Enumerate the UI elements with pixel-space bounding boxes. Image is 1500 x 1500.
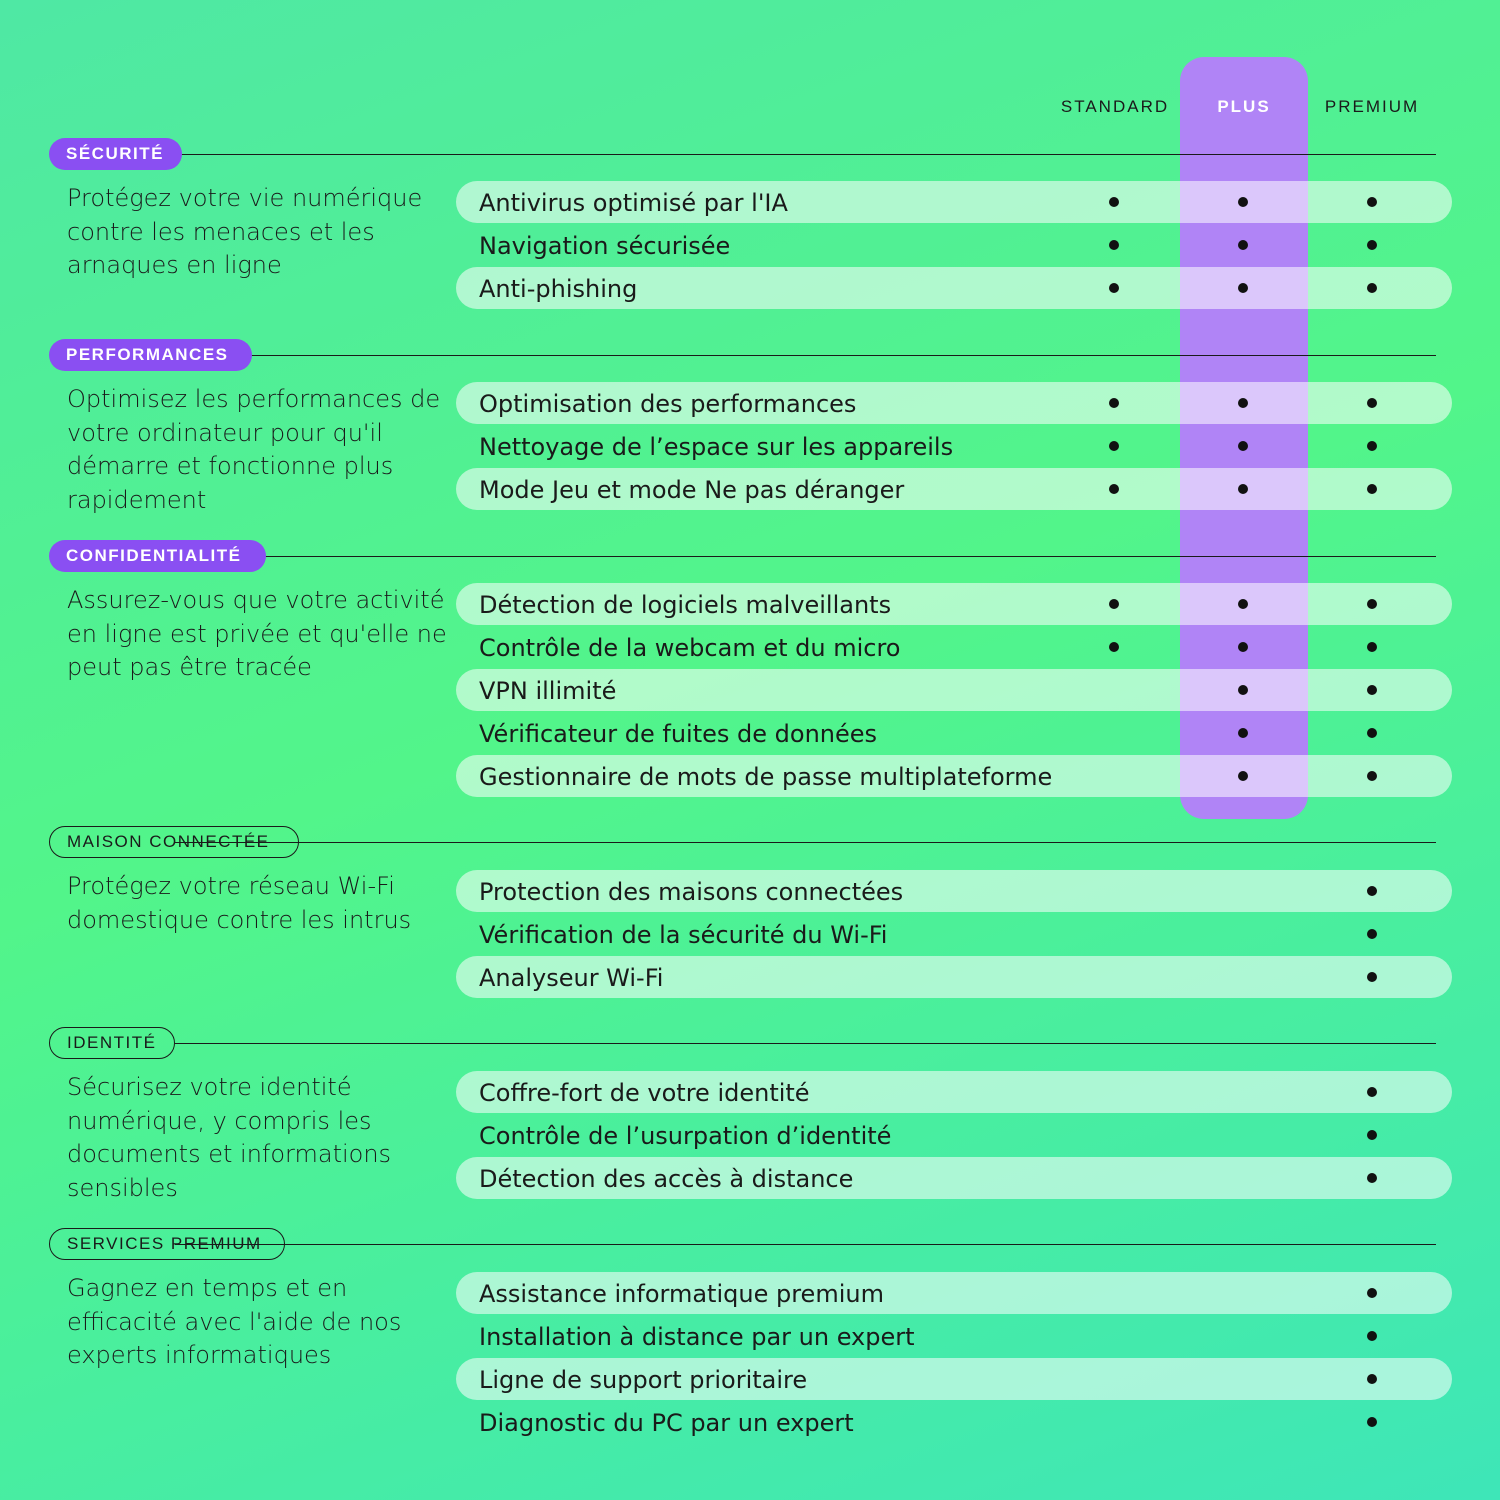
included-dot-premium	[1367, 240, 1377, 250]
section-description: Protégez votre réseau Wi-Fi domestique contre les intrus	[67, 872, 412, 934]
included-dot-premium	[1367, 283, 1377, 293]
feature-label: Gestionnaire de mots de passe multiplateforme	[479, 763, 1053, 791]
included-dot-premium	[1367, 972, 1377, 982]
section-description: Assurez-vous que votre activité en ligne est privée et qu'elle ne peut pas être tracée	[67, 586, 447, 681]
feature-label: Contrôle de la webcam et du micro	[479, 634, 901, 662]
feature-label: Navigation sécurisée	[479, 232, 731, 260]
section-description: Optimisez les performances de votre ordinateur pour qu'il démarre et fonctionne plus rapidement	[67, 385, 441, 514]
feature-label: Anti-phishing	[479, 275, 638, 303]
section-tag: IDENTITÉ	[49, 1027, 175, 1059]
section-tag: SERVICES PREMIUM	[49, 1228, 285, 1260]
feature-label: Analyseur Wi-Fi	[479, 964, 664, 992]
section-divider	[175, 842, 1436, 843]
included-dot-plus	[1238, 484, 1248, 494]
feature-label: Vérificateur de fuites de données	[479, 720, 878, 748]
included-dot-plus	[1238, 642, 1248, 652]
included-dot-premium	[1367, 398, 1377, 408]
included-dot-plus	[1238, 283, 1248, 293]
section-description: Sécurisez votre identité numérique, y compris les documents et informations sensibles	[67, 1073, 392, 1202]
column-header-plus: PLUS	[1217, 97, 1271, 116]
included-dot-standard	[1109, 197, 1119, 207]
feature-label: Mode Jeu et mode Ne pas déranger	[479, 476, 905, 504]
column-header-standard: STANDARD	[1060, 97, 1170, 116]
included-dot-premium	[1367, 929, 1377, 939]
section-description: Gagnez en temps et en efficacité avec l'aide de nos experts informatiques	[67, 1274, 402, 1369]
included-dot-plus	[1238, 240, 1248, 250]
feature-label: Protection des maisons connectées	[479, 878, 904, 906]
included-dot-premium	[1367, 599, 1377, 609]
included-dot-premium	[1367, 1087, 1377, 1097]
included-dot-standard	[1109, 642, 1119, 652]
section-divider	[175, 1043, 1436, 1044]
feature-label: Diagnostic du PC par un expert	[479, 1409, 854, 1437]
feature-label: VPN illimité	[479, 677, 617, 705]
included-dot-plus	[1238, 599, 1248, 609]
included-dot-plus	[1238, 441, 1248, 451]
feature-label: Détection des accès à distance	[479, 1165, 854, 1193]
section-tag: PERFORMANCES	[49, 339, 252, 371]
included-dot-plus	[1238, 771, 1248, 781]
included-dot-premium	[1367, 197, 1377, 207]
included-dot-plus	[1238, 197, 1248, 207]
feature-label: Optimisation des performances	[479, 390, 857, 418]
included-dot-premium	[1367, 484, 1377, 494]
included-dot-premium	[1367, 1374, 1377, 1384]
included-dot-premium	[1367, 728, 1377, 738]
feature-label: Ligne de support prioritaire	[479, 1366, 808, 1394]
column-header-premium: PREMIUM	[1324, 97, 1420, 116]
feature-label: Antivirus optimisé par l'IA	[479, 189, 788, 217]
included-dot-plus	[1238, 398, 1248, 408]
feature-label: Détection de logiciels malveillants	[479, 591, 892, 619]
feature-label: Installation à distance par un expert	[479, 1323, 915, 1351]
included-dot-premium	[1367, 1288, 1377, 1298]
included-dot-standard	[1109, 441, 1119, 451]
section-tag: SÉCURITÉ	[49, 138, 182, 170]
section-divider	[175, 556, 1436, 557]
included-dot-standard	[1109, 398, 1119, 408]
included-dot-premium	[1367, 1331, 1377, 1341]
feature-label: Vérification de la sécurité du Wi-Fi	[479, 921, 888, 949]
section-description: Protégez votre vie numérique contre les menaces et les arnaques en ligne	[67, 184, 423, 279]
section-divider	[175, 355, 1436, 356]
section-divider	[175, 1244, 1436, 1245]
included-dot-premium	[1367, 1173, 1377, 1183]
feature-label: Coffre-fort de votre identité	[479, 1079, 810, 1107]
included-dot-premium	[1367, 685, 1377, 695]
included-dot-standard	[1109, 240, 1119, 250]
feature-label: Contrôle de l’usurpation d’identité	[479, 1122, 892, 1150]
included-dot-premium	[1367, 1130, 1377, 1140]
included-dot-standard	[1109, 283, 1119, 293]
section-divider	[175, 154, 1436, 155]
included-dot-standard	[1109, 599, 1119, 609]
included-dot-premium	[1367, 886, 1377, 896]
included-dot-premium	[1367, 642, 1377, 652]
included-dot-standard	[1109, 484, 1119, 494]
included-dot-plus	[1238, 728, 1248, 738]
section-tag: CONFIDENTIALITÉ	[49, 540, 266, 572]
included-dot-plus	[1238, 685, 1248, 695]
section-tag: MAISON CONNECTÉE	[49, 826, 299, 858]
feature-label: Assistance informatique premium	[479, 1280, 884, 1308]
included-dot-premium	[1367, 771, 1377, 781]
included-dot-premium	[1367, 441, 1377, 451]
feature-label: Nettoyage de l’espace sur les appareils	[479, 433, 954, 461]
included-dot-premium	[1367, 1417, 1377, 1427]
